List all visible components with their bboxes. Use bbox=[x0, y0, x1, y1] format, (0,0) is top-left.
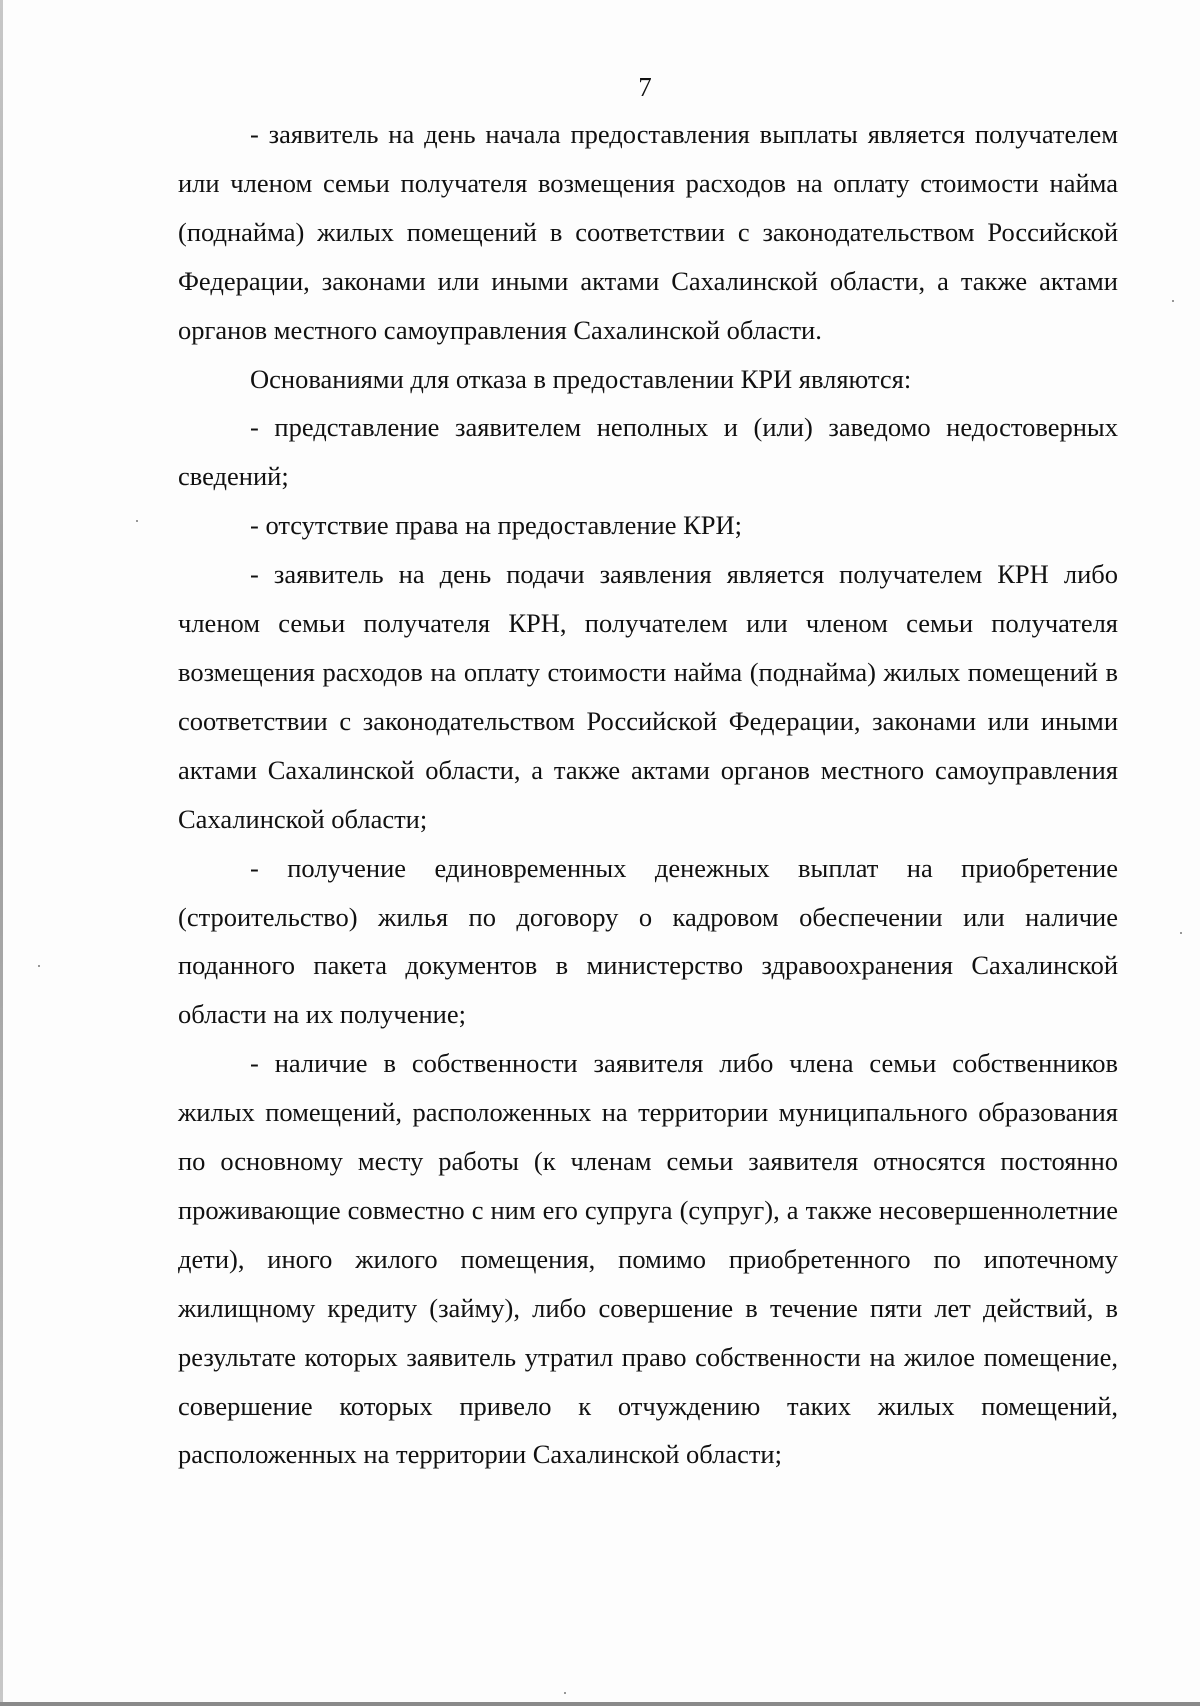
scan-speck bbox=[564, 1692, 566, 1694]
paragraph-property-ownership: - наличие в собственности заявителя либо члена семьи собственников жилых помещений, расположенных на территории муниципального образования по основному месту работы (к членам семьи заявителя относятся постоянно проживающие совместно с ним его супруга (супруг), а также несовершеннолетние дети), иного жилого помещения, помимо приобретенного по ипотечному жилищному кредиту (займу), либо совершение в течение пяти лет действий, в результате которых заявитель утратил право собственности на жилое помещение, совершение которых привело к отчуждению таких жилых помещений, расположенных на территории Сахалинской области; bbox=[178, 1048, 1118, 1470]
paragraph-incomplete-information: - представление заявителем неполных и (или) заведомо недостоверных сведений; bbox=[178, 412, 1118, 492]
paragraph-applicant-receives-krn: - заявитель на день подачи заявления является получателем КРН либо членом семьи получателя КРН, получателем или членом семьи получателя возмещения расходов на оплату стоимости найма (поднайма) жилых помещений в соответствии с законодательством Российской Федерации, законами или иными актами Сахалинской области, а также актами органов местного самоуправления Сахалинской области; bbox=[178, 559, 1118, 834]
paragraph-one-time-payments: - получение единовременных денежных выплат на приобретение (строительство) жилья по договору о кадровом обеспечении или наличие поданного пакета документов в министерство здравоохранения Сахалинской области на их получение; bbox=[178, 852, 1118, 1030]
scan-speck bbox=[1172, 300, 1174, 302]
scan-speck bbox=[136, 520, 138, 522]
paragraph-applicant-receives-rent-compensation: - заявитель на день начала предоставления выплаты является получателем или членом семьи получателя возмещения расходов на оплату стоимости найма (поднайма) жилых помещений в соответствии с законодательством Российской Федерации, законами или иными актами Сахалинской области, а также актами органов местного самоуправления Сахалинской области. bbox=[178, 119, 1118, 345]
paragraph-refusal-grounds-heading: Основаниями для отказа в предоставлении КРИ являются: bbox=[250, 363, 912, 394]
scan-edge-left bbox=[0, 0, 3, 1706]
page-number: 7 bbox=[638, 72, 652, 102]
scan-edge-bottom bbox=[0, 1702, 1200, 1706]
scan-speck bbox=[1180, 932, 1182, 934]
scan-speck bbox=[38, 965, 40, 967]
paragraph-no-right-to-kri: - отсутствие права на предоставление КРИ; bbox=[250, 510, 743, 541]
document-body bbox=[178, 110, 1118, 1479]
